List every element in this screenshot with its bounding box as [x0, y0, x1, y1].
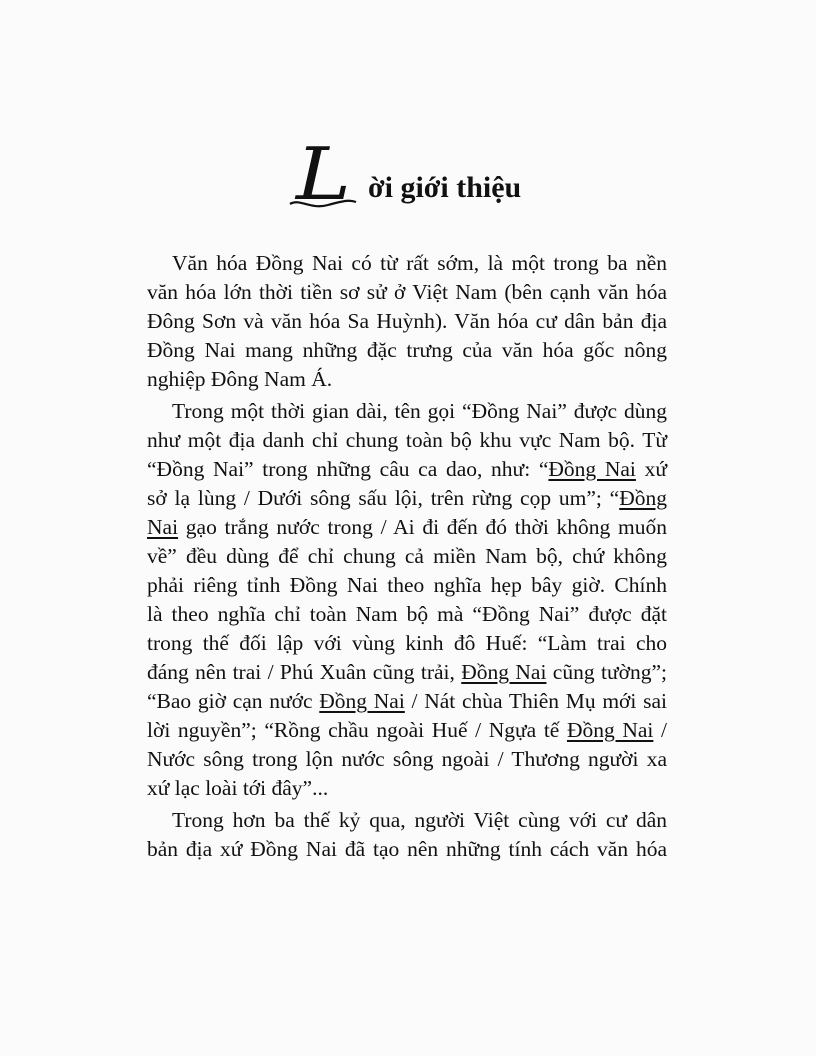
text-line	[147, 571, 667, 600]
text-line	[147, 278, 667, 307]
text-line	[147, 365, 667, 394]
text-line	[147, 774, 667, 803]
text-line	[147, 397, 667, 426]
body-text	[147, 249, 667, 867]
underlined-text: Nai	[147, 515, 179, 539]
title-initial-letter: L	[296, 132, 351, 216]
text-segment: Đông Sơn và văn hóa Sa Huỳnh). Văn hóa cư dân bản địa	[147, 309, 667, 333]
text-line	[147, 629, 667, 658]
text-line	[147, 716, 667, 745]
text-segment: /	[653, 718, 667, 742]
paragraph	[147, 397, 667, 803]
underlined-text: Đồng Nai	[319, 689, 405, 713]
text-segment: nghiệp Đông Nam Á.	[147, 367, 333, 391]
text-segment: Trong một thời gian dài, tên gọi “Đồng Nai” được dùng	[172, 399, 667, 423]
text-line	[147, 658, 667, 687]
text-segment: văn hóa lớn thời tiền sơ sử ở Việt Nam (bên cạnh văn hóa	[147, 280, 667, 304]
text-line	[147, 687, 667, 716]
text-line	[147, 542, 667, 571]
text-segment: là theo nghĩa chỉ toàn Nam bộ mà “Đồng Nai” được đặt	[147, 602, 667, 626]
text-line	[147, 249, 667, 278]
text-segment: “Đồng Nai” trong những câu ca dao, như: “	[147, 457, 549, 481]
underlined-text: Đồng Nai	[566, 718, 654, 742]
underlined-text: Đồng Nai	[548, 457, 636, 481]
text-segment: phải riêng tỉnh Đồng Nai theo nghĩa hẹp bây giờ. Chính	[147, 573, 667, 597]
text-segment: lời nguyền”; “Rồng chầu ngoài Huế / Ngựa tế	[147, 718, 567, 742]
paragraph	[147, 249, 667, 394]
text-line	[147, 484, 667, 513]
text-line	[147, 336, 667, 365]
text-segment: / Nát chùa Thiên Mụ mới sai	[404, 689, 668, 713]
text-segment: trong thế đối lập với vùng kinh đô Huế: “Làm trai cho	[147, 631, 667, 655]
text-segment: Văn hóa Đồng Nai có từ rất sớm, là một trong ba nền	[172, 251, 667, 275]
underlined-text: Đồng	[619, 486, 667, 510]
text-segment: xứ	[635, 457, 668, 481]
title-text: ời giới thiệu	[368, 171, 522, 204]
paragraph	[147, 806, 667, 864]
text-segment: xứ lạc loài tới đây”...	[147, 776, 329, 800]
text-line	[147, 745, 667, 774]
text-line	[147, 835, 667, 864]
text-line	[147, 600, 667, 629]
text-segment: sở lạ lùng / Dưới sông sấu lội, trên rừng cọp um”; “	[147, 486, 620, 510]
text-line	[147, 426, 667, 455]
underlined-text: Đồng Nai	[461, 660, 547, 684]
text-segment: về” đều dùng để chỉ chung cả miền Nam bộ, chứ không	[147, 544, 667, 568]
text-segment: Đồng Nai mang những đặc trưng của văn hóa gốc nông	[147, 338, 667, 362]
text-line	[147, 806, 667, 835]
text-segment: Trong hơn ba thế kỷ qua, người Việt cùng với cư dân	[172, 808, 667, 832]
text-line	[147, 513, 667, 542]
text-line	[147, 307, 667, 336]
text-segment: cũng tường”;	[546, 660, 667, 684]
text-segment: bản địa xứ Đồng Nai đã tạo nên những tính cách văn hóa	[147, 837, 667, 861]
text-segment: như một địa danh chỉ chung toàn bộ khu vực Nam bộ. Từ	[147, 428, 667, 452]
text-segment: Nước sông trong lộn nước sông ngoài / Thương người xa	[147, 747, 667, 771]
text-segment: gạo trắng nước trong / Ai đi đến đó thời không muốn	[178, 515, 667, 539]
text-segment: “Bao giờ cạn nước	[147, 689, 320, 713]
text-segment: đáng nên trai / Phú Xuân cũng trải,	[147, 660, 462, 684]
text-line	[147, 455, 667, 484]
